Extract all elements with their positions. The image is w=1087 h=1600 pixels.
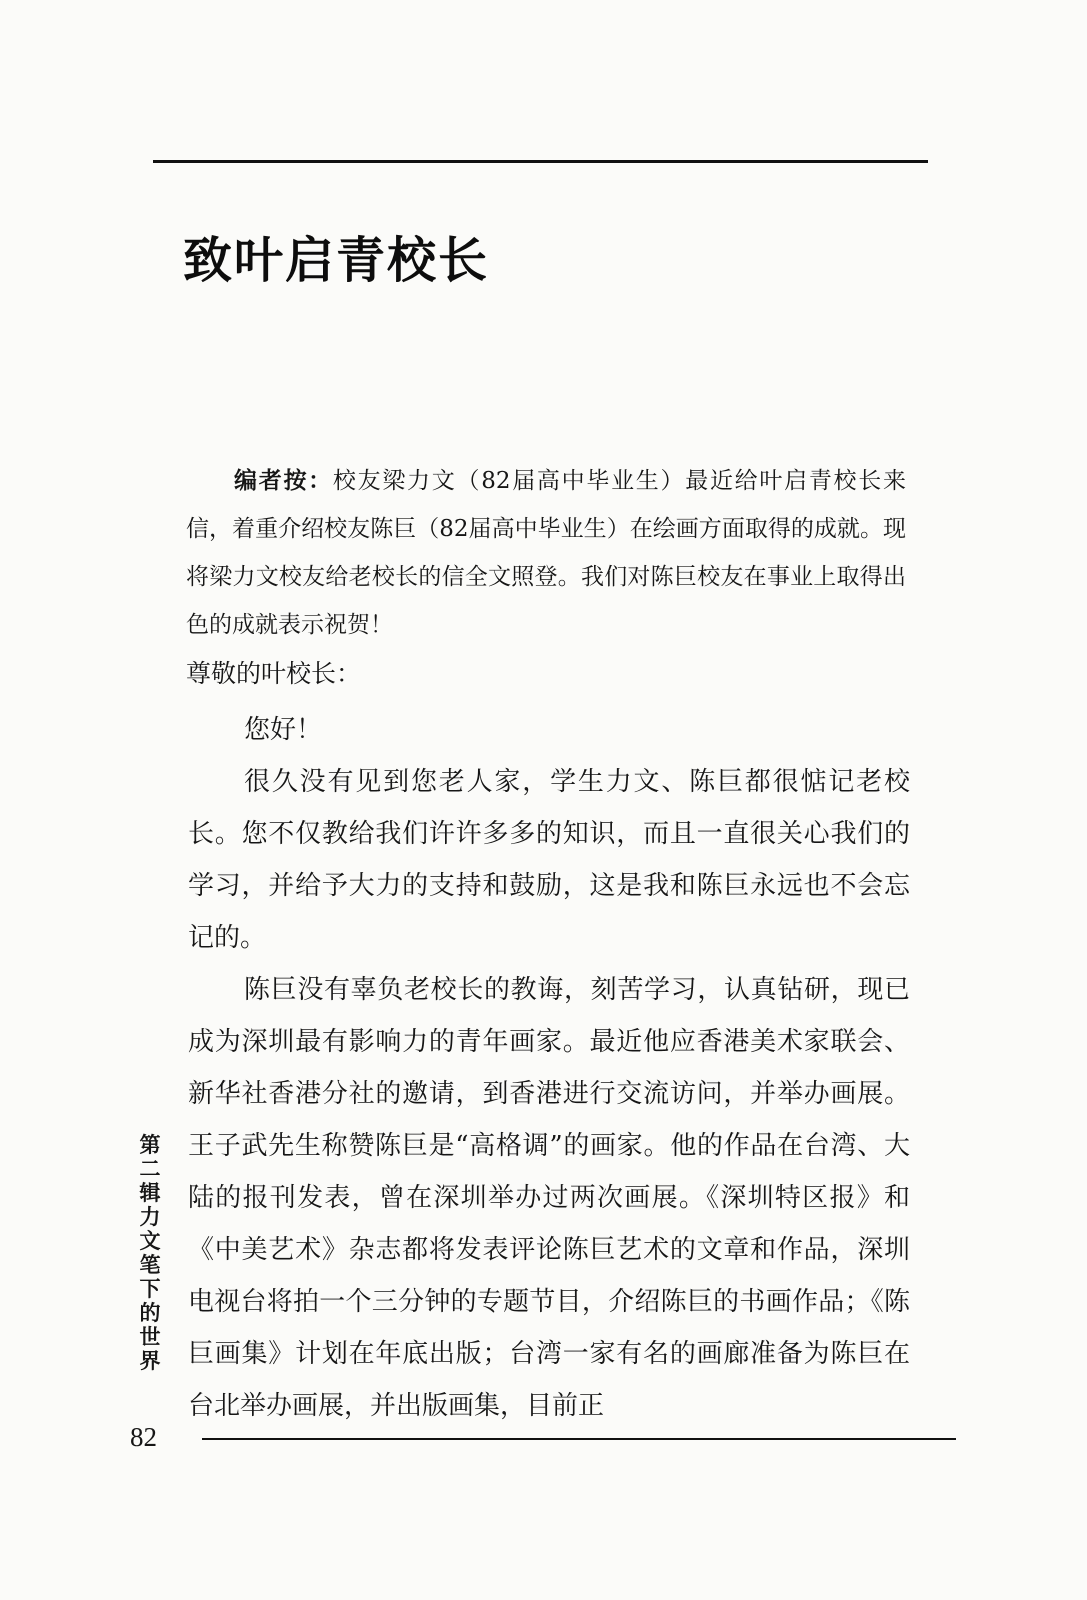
- header-rule: [153, 160, 928, 163]
- letter-paragraph: 很久没有见到您老人家，学生力文、陈巨都很惦记老校长。您不仅教给我们许许多多的知识，而且一直很关心我们的学习，并给予大力的支持和鼓励，这是我和陈巨永远也不会忘记的。: [188, 767, 910, 953]
- page-title: 致叶启青校长: [183, 232, 490, 289]
- editor-note: [186, 457, 906, 649]
- editor-note-text: 校友梁力文（82届高中毕业生）最近给叶启青校长来信，着重介绍校友陈巨（82届高中毕业生）在绘画方面取得的成就。现将梁力文校友给老校长的信全文照登。我们对陈巨校友在事业上取得出色的成就表示祝贺！: [186, 468, 906, 638]
- letter-paragraph: 陈巨没有辜负老校长的教诲，刻苦学习，认真钻研，现已成为深圳最有影响力的青年画家。最近他应香港美术家联会、新华社香港分社的邀请，到香港进行交流访问，并举办画展。王子武先生称赞陈巨是“高格调”的画家。他的作品在台湾、大陆的报刊发表，曾在深圳举办过两次画展。《深圳特区报》和《中美艺术》杂志都将发表评论陈巨艺术的文章和作品，深圳电视台将拍一个三分钟的专题节目，介绍陈巨的书画作品；《陈巨画集》计划在年底出版；台湾一家有名的画廊准备为陈巨在台北举办画展，并出版画集，目前正: [188, 975, 910, 1421]
- letter-salutation: 尊敬的叶校长：: [186, 659, 362, 688]
- editor-note-label: 编者按：: [234, 467, 333, 494]
- section-side-label: 第二辑 力文笔下的世界: [139, 1133, 161, 1373]
- letter-paragraph-greeting: 您好！: [244, 715, 323, 745]
- page-number: 82: [130, 1422, 157, 1452]
- letter-body: [188, 704, 910, 1432]
- footer-rule: [202, 1438, 956, 1440]
